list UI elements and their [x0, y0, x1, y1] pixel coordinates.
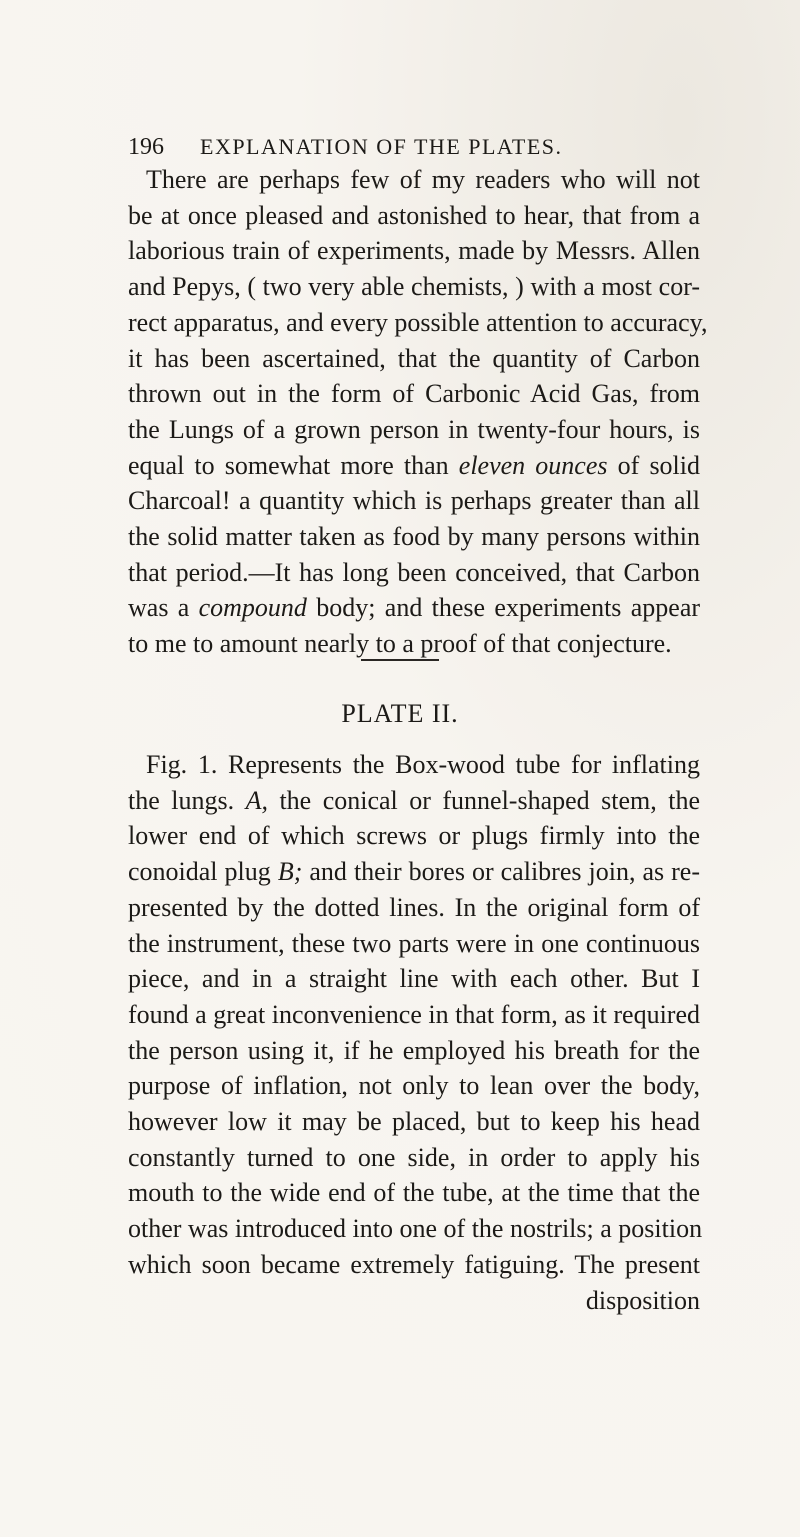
text-line: that period.—It has long been conceived, that Carbon — [128, 557, 700, 587]
text-line: rect apparatus, and every possible attention to accuracy, — [128, 307, 708, 337]
plate-heading: PLATE II. — [341, 699, 459, 728]
italic-letter: B; — [277, 857, 303, 887]
text-run: of solid — [617, 450, 701, 480]
text-run: equal to somewhat more than — [128, 450, 449, 480]
text-line: laborious train of experiments, made by Messrs. Allen — [128, 236, 700, 266]
text-line: be at once pleased and astonished to hear, that from a — [128, 200, 700, 230]
text-line: to me to amount nearly to a proof of that conjecture. — [128, 629, 672, 659]
running-title: EXPLANATION OF THE PLATES. — [200, 134, 563, 159]
catchword: disposition — [585, 1285, 700, 1315]
text-run: conoidal plug — [128, 857, 271, 887]
text-run: body; and these experiments appear — [316, 593, 701, 623]
section-divider — [361, 659, 439, 661]
italic-phrase: compound — [198, 593, 307, 623]
text-line: constantly turned to one side, in order to apply his — [128, 1142, 700, 1172]
text-line: which soon became extremely fatiguing. The present — [128, 1249, 700, 1279]
text-line: Charcoal! a quantity which is perhaps greater than all — [128, 486, 700, 516]
text-run: the conical or funnel-shaped stem, the — [279, 785, 701, 815]
text-run: and their bores or calibres join, as re- — [309, 857, 701, 887]
text-line: purpose of inflation, not only to lean over the body, — [128, 1071, 700, 1101]
text-line: mouth to the wide end of the tube, at the time that the — [128, 1178, 700, 1208]
text-line: presented by the dotted lines. In the original form of — [128, 892, 700, 922]
paragraph-fig-1 — [128, 747, 703, 1318]
text-line: found a great inconvenience in that form, as it required — [128, 999, 700, 1029]
text-line: however low it may be placed, but to keep his head — [128, 1107, 700, 1137]
text-line: and Pepys, ( two very able chemists, ) with a most cor- — [128, 272, 700, 302]
text-line — [128, 448, 700, 484]
text-run: the lungs. — [128, 785, 235, 815]
running-head — [128, 134, 708, 161]
text-line: lower end of which screws or plugs firmly into the — [128, 821, 700, 851]
text-line: Fig. 1. Represents the Box-wood tube for inflating — [146, 750, 700, 779]
text-line: the instrument, these two parts were in one continuous — [128, 928, 700, 958]
text-line: the person using it, if he employed his breath for the — [128, 1035, 700, 1065]
text-line: it has been ascertained, that the quantity of Carbon — [128, 343, 700, 373]
text-line: thrown out in the form of Carbonic Acid Gas, from — [128, 379, 700, 409]
text-line — [128, 590, 700, 626]
text-line — [128, 854, 700, 890]
paragraph-carbon — [128, 162, 708, 662]
text-line: other was introduced into one of the nostrils; a position — [128, 1214, 703, 1244]
italic-phrase: eleven ounces — [458, 450, 608, 480]
text-line — [128, 783, 700, 819]
page-number: 196 — [128, 134, 164, 160]
text-line: the solid matter taken as food by many persons within — [128, 522, 700, 552]
text-line: the Lungs of a grown person in twenty-four hours, is — [128, 414, 700, 444]
text-run: was a — [128, 593, 190, 623]
text-line: piece, and in a straight line with each other. But I — [128, 964, 700, 994]
text-line: There are perhaps few of my readers who will not — [146, 165, 700, 194]
italic-letter: A, — [245, 785, 268, 815]
